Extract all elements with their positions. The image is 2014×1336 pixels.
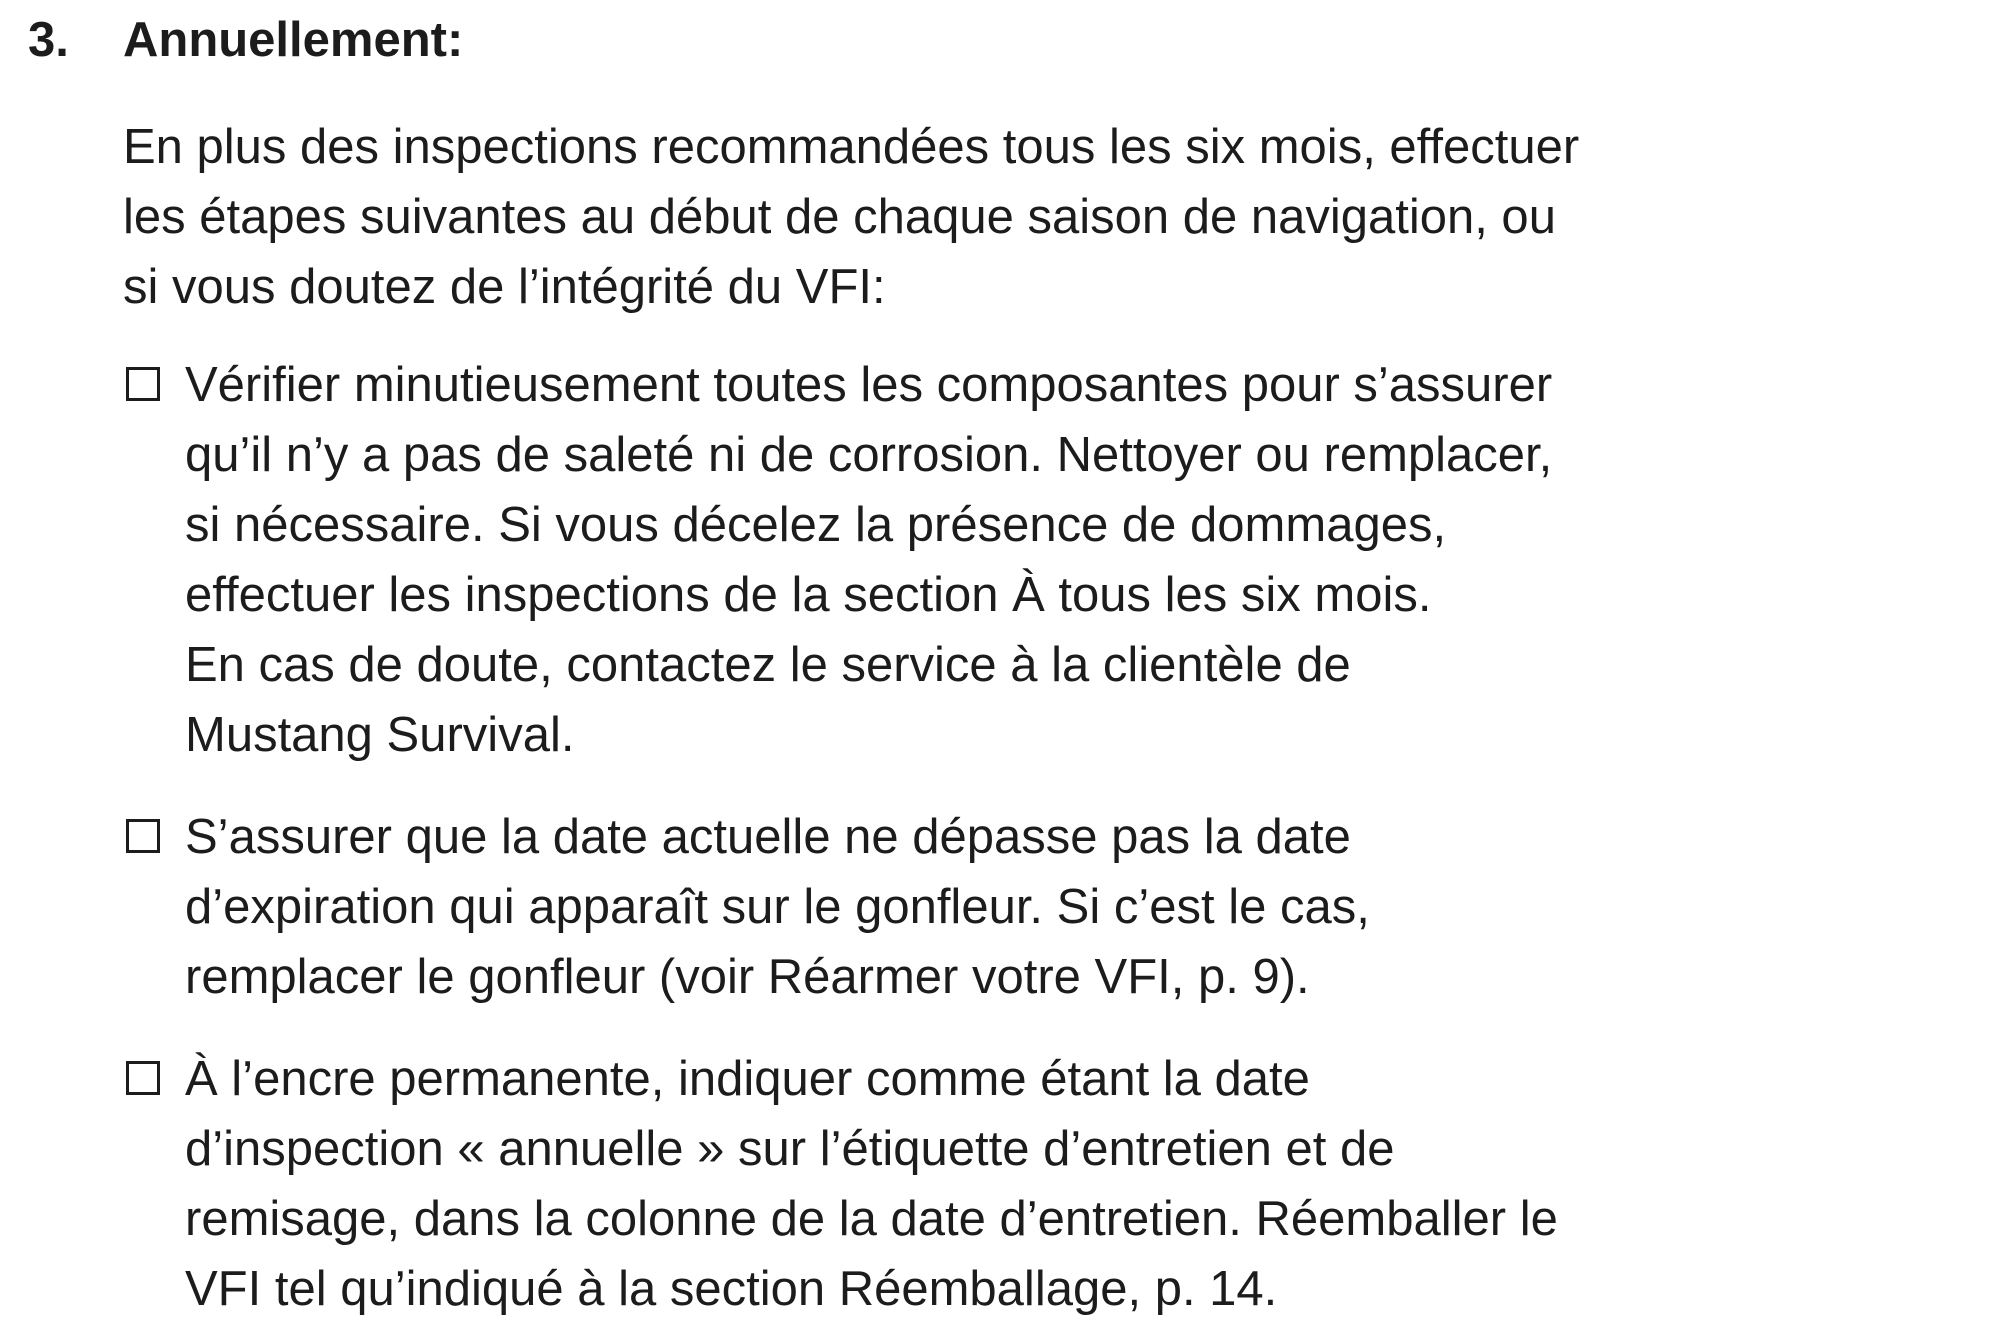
text-line: Mustang Survival. [185, 708, 575, 762]
intro-line: les étapes suivantes au début de chaque saison de navigation, ou [123, 190, 1556, 244]
text-line: À l’encre permanente, indiquer comme étant la date [185, 1052, 1310, 1106]
checklist-item-text [185, 1044, 1558, 1324]
text-line: remisage, dans la colonne de la date d’entretien. Réemballer le [185, 1192, 1558, 1246]
intro-line: En plus des inspections recommandées tous les six mois, effectuer [123, 120, 1580, 174]
text-line: remplacer le gonfleur (voir Réarmer votre VFI, p. 9). [185, 950, 1310, 1004]
intro-line: si vous doutez de l’intégrité du VFI: [123, 260, 886, 314]
text-line: Vérifier minutieusement toutes les composantes pour s’assurer [185, 358, 1553, 412]
text-line: d’inspection « annuelle » sur l’étiquette d’entretien et de [185, 1122, 1395, 1176]
text-line: En cas de doute, contactez le service à la clientèle de [185, 638, 1351, 692]
text-line: si nécessaire. Si vous décelez la présence de dommages, [185, 498, 1447, 552]
text-line: effectuer les inspections de la section À tous les six mois. [185, 568, 1432, 622]
section-number: 3. [28, 13, 69, 67]
text-line: d’expiration qui apparaît sur le gonfleur. Si c’est le cas, [185, 880, 1370, 934]
checkbox[interactable] [126, 819, 160, 853]
text-line: VFI tel qu’indiqué à la section Réemballage, p. 14. [185, 1262, 1278, 1316]
intro-paragraph [123, 112, 1823, 322]
text-line: S’assurer que la date actuelle ne dépasse pas la date [185, 810, 1351, 864]
text-line: qu’il n’y a pas de saleté ni de corrosion. Nettoyer ou remplacer, [185, 428, 1553, 482]
checklist-item-text [185, 802, 1370, 1012]
checkbox[interactable] [126, 367, 160, 401]
checkbox[interactable] [126, 1061, 160, 1095]
section-heading [28, 10, 463, 70]
checklist-item-text [185, 350, 1552, 770]
section-title: Annuellement: [123, 13, 464, 67]
